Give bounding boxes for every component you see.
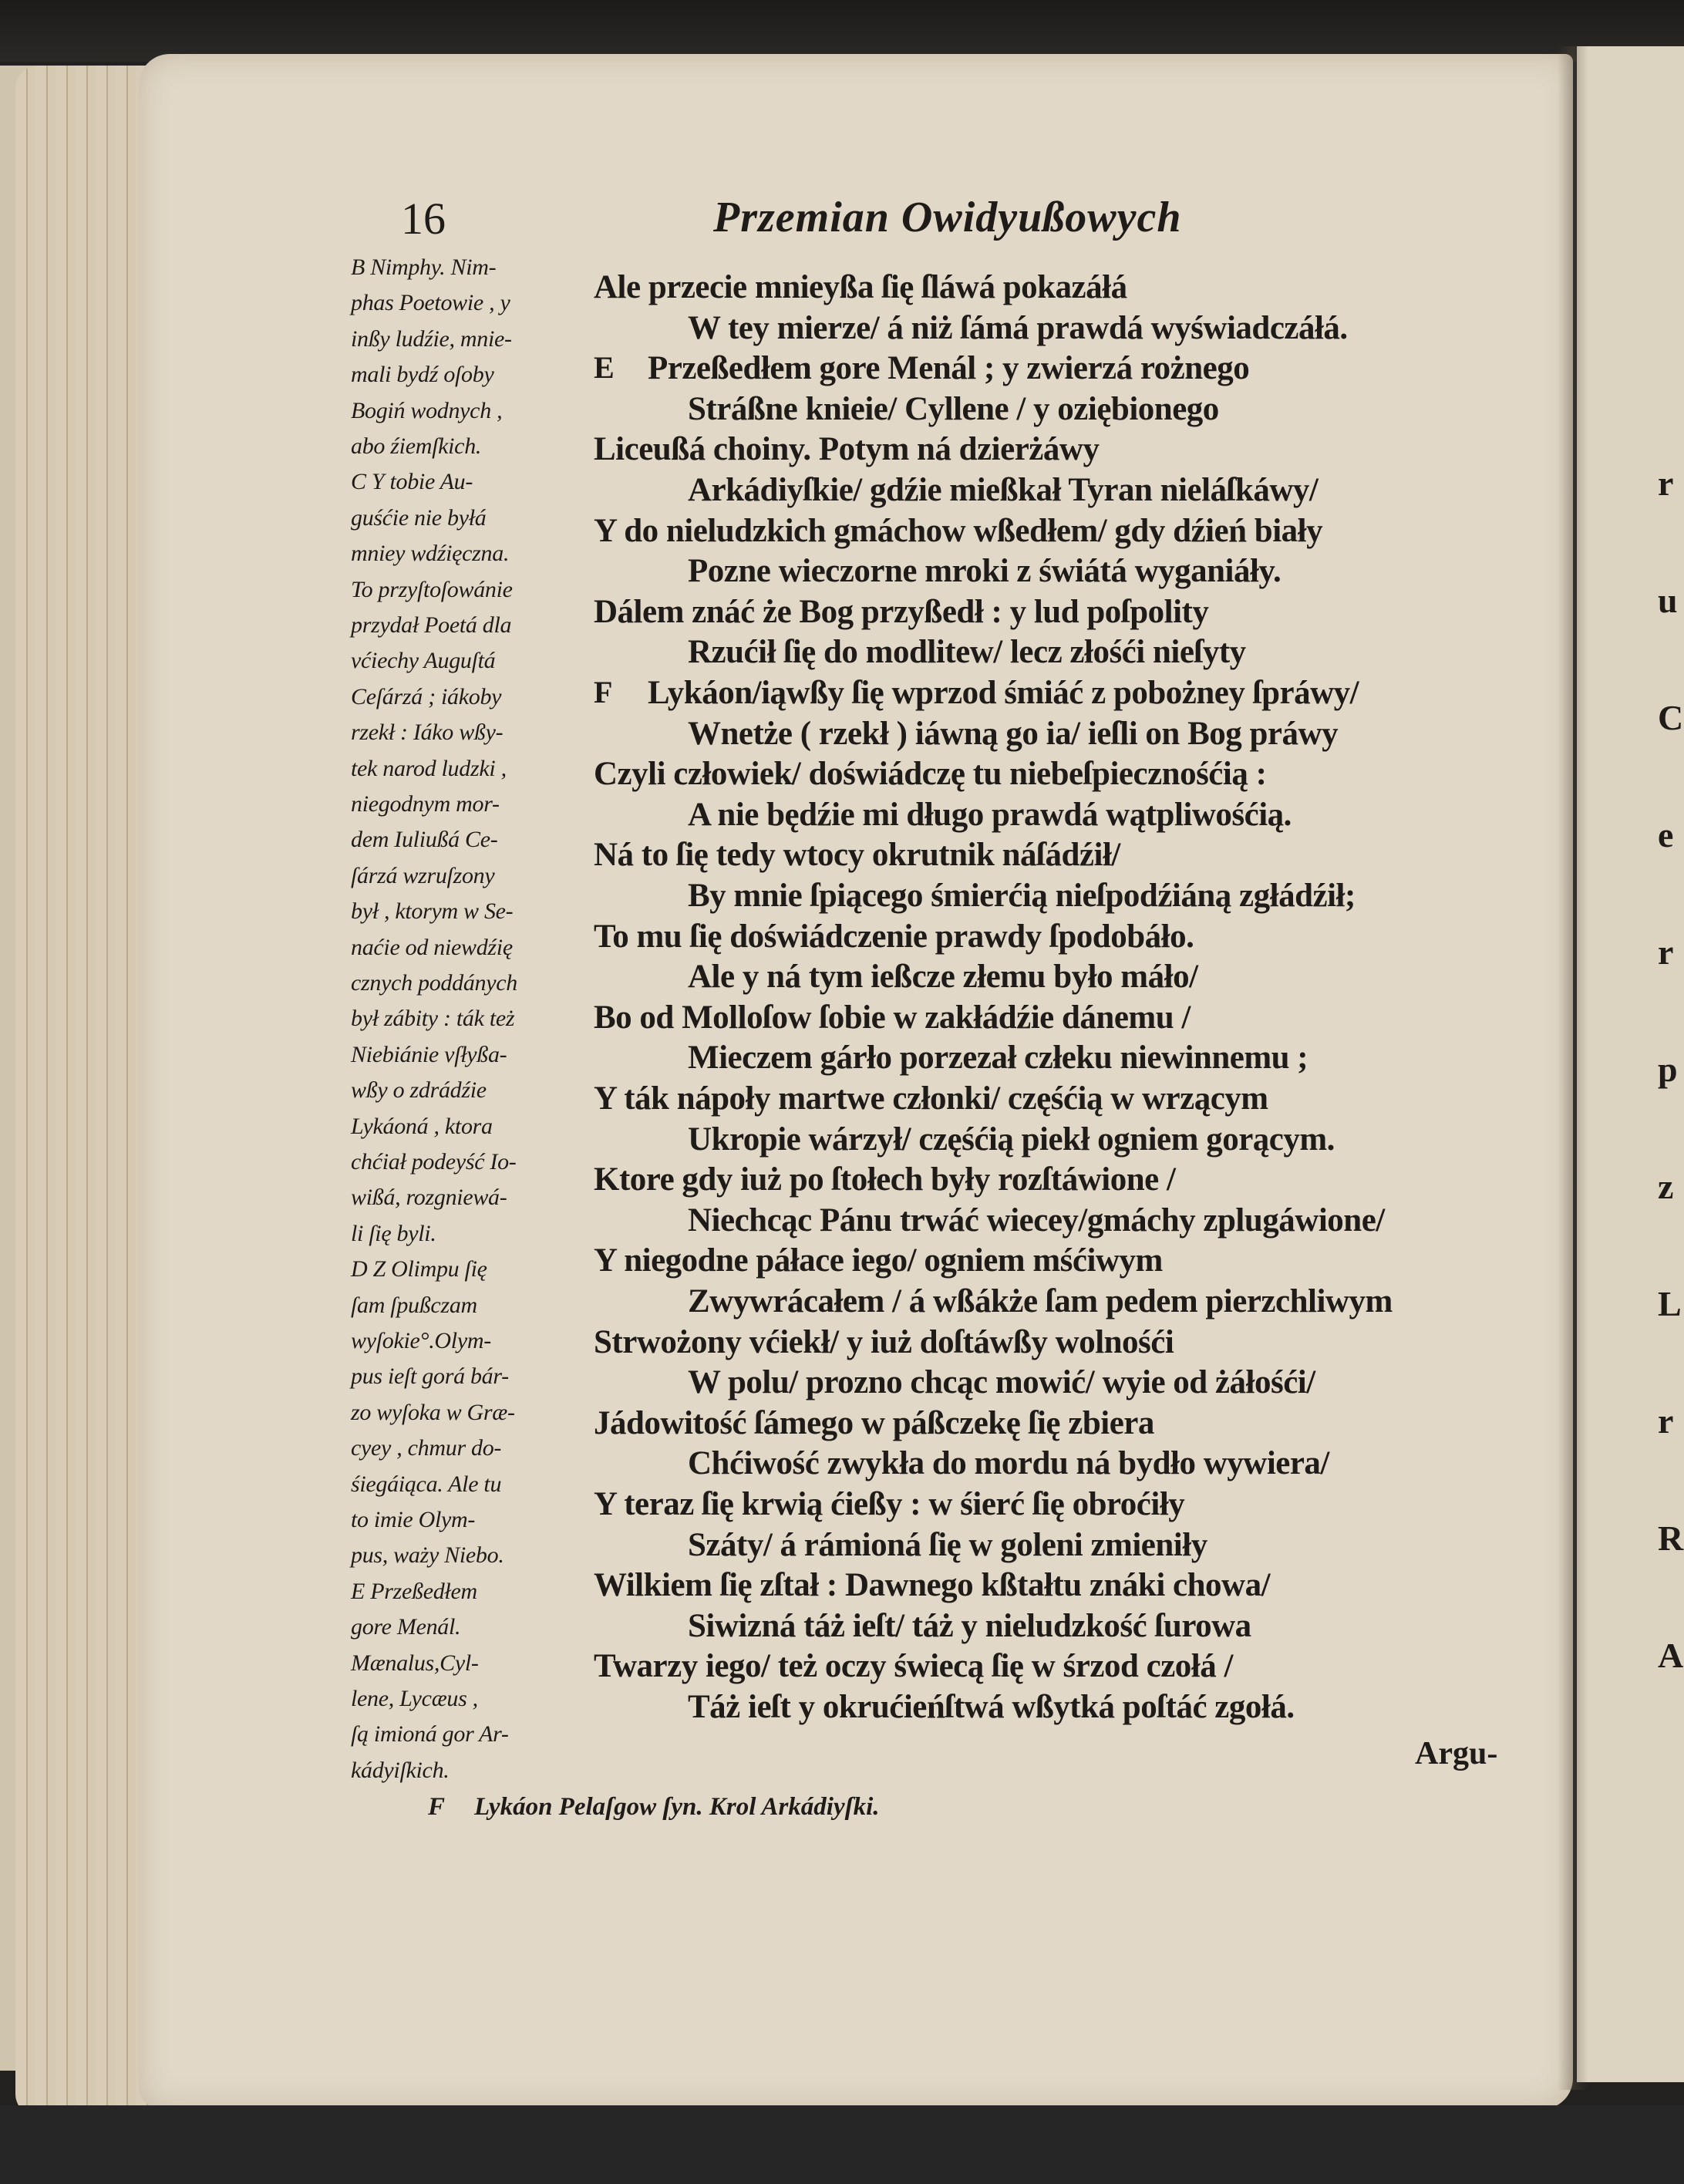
facing-page-letter: r [1658,463,1674,503]
facing-page-letter: u [1658,581,1678,620]
verse-line: Wnetże ( rzekł ) iáwną go ia/ ieſli on Bog práwy [688,715,1339,752]
verse-line: Y niegodne páłace iego/ ogniem mśćiwym [594,1242,1163,1279]
margin-note-line: mali bydź oſoby [351,362,494,388]
verse-line: Lykáon/iąwßy ſię wprzod śmiáć z pobożney ſpráwy/ [648,675,1359,711]
margin-note-line: wßy o zdrádźie [351,1077,487,1104]
verse-line: W tey mierze/ á niż ſámá prawdá wyświadczáłá. [688,309,1348,346]
scan-backdrop-bottom [0,2105,1684,2184]
verse-line: By mnie ſpiącego śmierćią nieſpodźiáną zgłádźił; [688,878,1356,914]
footnote-text: Lykáon Pelaſgow ſyn. Krol Arkádiyſki. [474,1793,880,1821]
verse-line: Y do nieludzkich gmáchow wßedłem/ gdy dźień biały [594,512,1323,549]
margin-note-line: wißá, rozgniewá- [351,1185,507,1211]
verse-line: Bo od Molloſow ſobie w zakłádźie dánemu / [594,999,1191,1036]
verse-line: Száty/ á rámioná ſię w goleni zmieniły [688,1526,1207,1563]
margin-note-line: guśćie nie byłá [351,504,487,531]
verse-line: Ale y ná tym ießcze złemu było máło/ [688,959,1198,996]
margin-note-line: inßy ludźie, mnie- [351,325,512,352]
margin-note-line: lene, Lycæus , [351,1686,478,1711]
margin-note-line: był , ktorym w Se- [351,898,514,925]
margin-note-line: Mænalus,Cyl- [351,1650,479,1676]
verse-line: Wilkiem ſię zſtał : Dawnego kßtałtu znáki chowa/ [594,1567,1271,1604]
margin-note-line: pus, waży Niebo. [351,1542,504,1569]
verse-line: Przeßedłem gore Menál ; y zwierzá rożnego [648,350,1250,387]
margin-note-line: to imie Olym- [351,1507,476,1532]
facing-page-letter: R [1658,1518,1684,1558]
margin-note-line: mniey wdźięczna. [351,541,510,567]
verse-line: Y ták nápoły martwe członki/ częśćią w wrzącym [594,1080,1268,1117]
verse-line: Ktore gdy iuż po ſtołech były rozſtáwione / [594,1161,1176,1198]
verse-line: Strwożony vćiekł/ y iuż doſtáwßy wolnośći [594,1323,1174,1360]
verse-line: Czyli człowiek/ doświádczę tu niebeſpiecznośćią : [594,756,1267,793]
verse-line: Dálem znáć że Bog przyßedł : y lud poſpolity [594,593,1209,630]
margin-note-line: dem Iuliußá Ce- [351,827,498,853]
verse-line: Mieczem gárło porzezał człeku niewinnemu ; [688,1040,1308,1077]
facing-page-letter: r [1658,932,1674,972]
verse-line: Niechcąc Pánu trwáć wiecey/gmáchy zplugáwione/ [688,1202,1385,1239]
margin-note-line: ſą imioná gor Ar- [351,1721,509,1748]
margin-note-line: li ſię byli. [351,1220,436,1246]
margin-note-line: D Z Olimpu ſię [351,1256,487,1282]
verse-line: A nie będźie mi długo prawdá wątpliwośćią. [688,796,1292,833]
verse-line: W polu/ prozno chcąc mowić/ wyie od żáłośći/ [688,1364,1315,1401]
margin-note-line: To przyſtoſowánie [351,576,513,602]
margin-note-line: vćiechy Auguſtá [351,648,496,674]
margin-note-line: Ceſárzá ; iákoby [351,683,502,709]
margin-note-line: E Przeßedłem [351,1578,477,1604]
facing-page-letter: e [1658,815,1674,854]
facing-page-letter: p [1658,1050,1678,1089]
margin-note-line: ſárzá wzruſzony [351,862,495,888]
margin-note-line: phas Poetowie , y [351,290,510,316]
note-reference-marker: F [594,675,613,709]
verse-line: Ná to ſię tedy wtocy okrutnik náſádźił/ [594,837,1120,874]
footnote-marker: F [428,1793,446,1821]
facing-page-letter: r [1658,1401,1674,1441]
verse-line: Arkádiyſkie/ gdźie mießkał Tyran nieláſkáwy/ [688,472,1319,508]
page-number: 16 [401,194,446,244]
facing-page-letter: C [1658,698,1684,737]
margin-note-line: abo źiemſkich. [351,433,482,459]
facing-page-letter: L [1658,1284,1682,1323]
margin-note-line: niegodnym mor- [351,791,500,817]
margin-note-line: cyey , chmur do- [351,1435,502,1461]
margin-note-line: Niebiánie vſłyßa- [351,1041,507,1067]
margin-note-line: cznych poddánych [351,970,517,996]
margin-note-line: śiegáiąca. Ale tu [351,1471,502,1497]
margin-note-line: chćiał podeyść Io- [351,1149,517,1175]
margin-note-line: tek narod ludzki , [351,755,507,781]
catchword: Argu- [1415,1736,1498,1771]
facing-page-letter: z [1658,1167,1674,1206]
verse-line: To mu ſię doświádczenie prawdy ſpodobáło. [594,918,1194,955]
verse-line: Rzućił ſię do modlitew/ lecz złośći nieſyty [688,634,1246,671]
verse-line: Táż ieſt y okrućieńſtwá wßytká poſtáć zgołá. [688,1689,1295,1725]
verse-line: Twarzy iego/ też oczy świecą ſię w śrzod czołá / [594,1648,1233,1685]
margin-note-line: był zábity : ták też [351,1006,515,1032]
verse-line: Liceußá choiny. Potym ná dzierżáwy [594,431,1100,468]
verse-line: Stráßne knieie/ Cyllene / y oziębionego [688,390,1219,427]
verse-line: Siwizná táż ieſt/ táż y nieludzkość ſurowa [688,1607,1251,1644]
margin-note-line: gore Menál. [351,1614,461,1640]
verse-line: Pozne wieczorne mroki z świátá wyganiáły. [688,553,1282,590]
facing-page-letter: A [1658,1636,1684,1675]
margin-note-line: zo wyſoka w Græ- [351,1399,515,1425]
margin-note-line: B Nimphy. Nim- [351,254,497,280]
margin-note-line: naćie od niewdźię [351,934,513,960]
verse-line: Y teraz ſię krwią ćießy : w śierć ſię obroćiły [594,1486,1185,1522]
verse-line: Jádowitość ſámego w páßczekę ſię zbiera [594,1404,1154,1441]
verse-line: Zwywrácałem / á wßákże ſam pedem pierzchliwym [688,1283,1393,1320]
margin-note-line: rzekł : Iáko wßy- [351,720,504,746]
margin-note-line: wyſokie°.Olym- [351,1328,491,1353]
margin-note-line: przydał Poetá dla [351,612,512,638]
margin-note-line: ſam ſpußczam [351,1292,477,1318]
gutter-fold [1558,46,1588,2090]
margin-note-line: pus ieſt gorá bár- [351,1363,509,1390]
verse-line: Ale przecie mnieyßa ſię ſláwá pokazáłá [594,269,1127,305]
margin-note-line: C Y tobie Au- [351,469,473,495]
running-title: Przemian Owidyußowych [713,194,1182,241]
margin-note-line: Lykáoná , ktora [351,1113,493,1139]
margin-note-line: Bogiń wodnych , [351,397,503,423]
note-reference-marker: E [594,350,615,386]
verse-line: Ukropie wárzył/ częśćią piekł ogniem gorącym. [688,1121,1335,1158]
scan-backdrop-top [0,0,1684,62]
verse-line: Chćiwość zwykła do mordu ná bydło wywiera/ [688,1445,1329,1482]
margin-note-line: kádyiſkich. [351,1757,450,1783]
